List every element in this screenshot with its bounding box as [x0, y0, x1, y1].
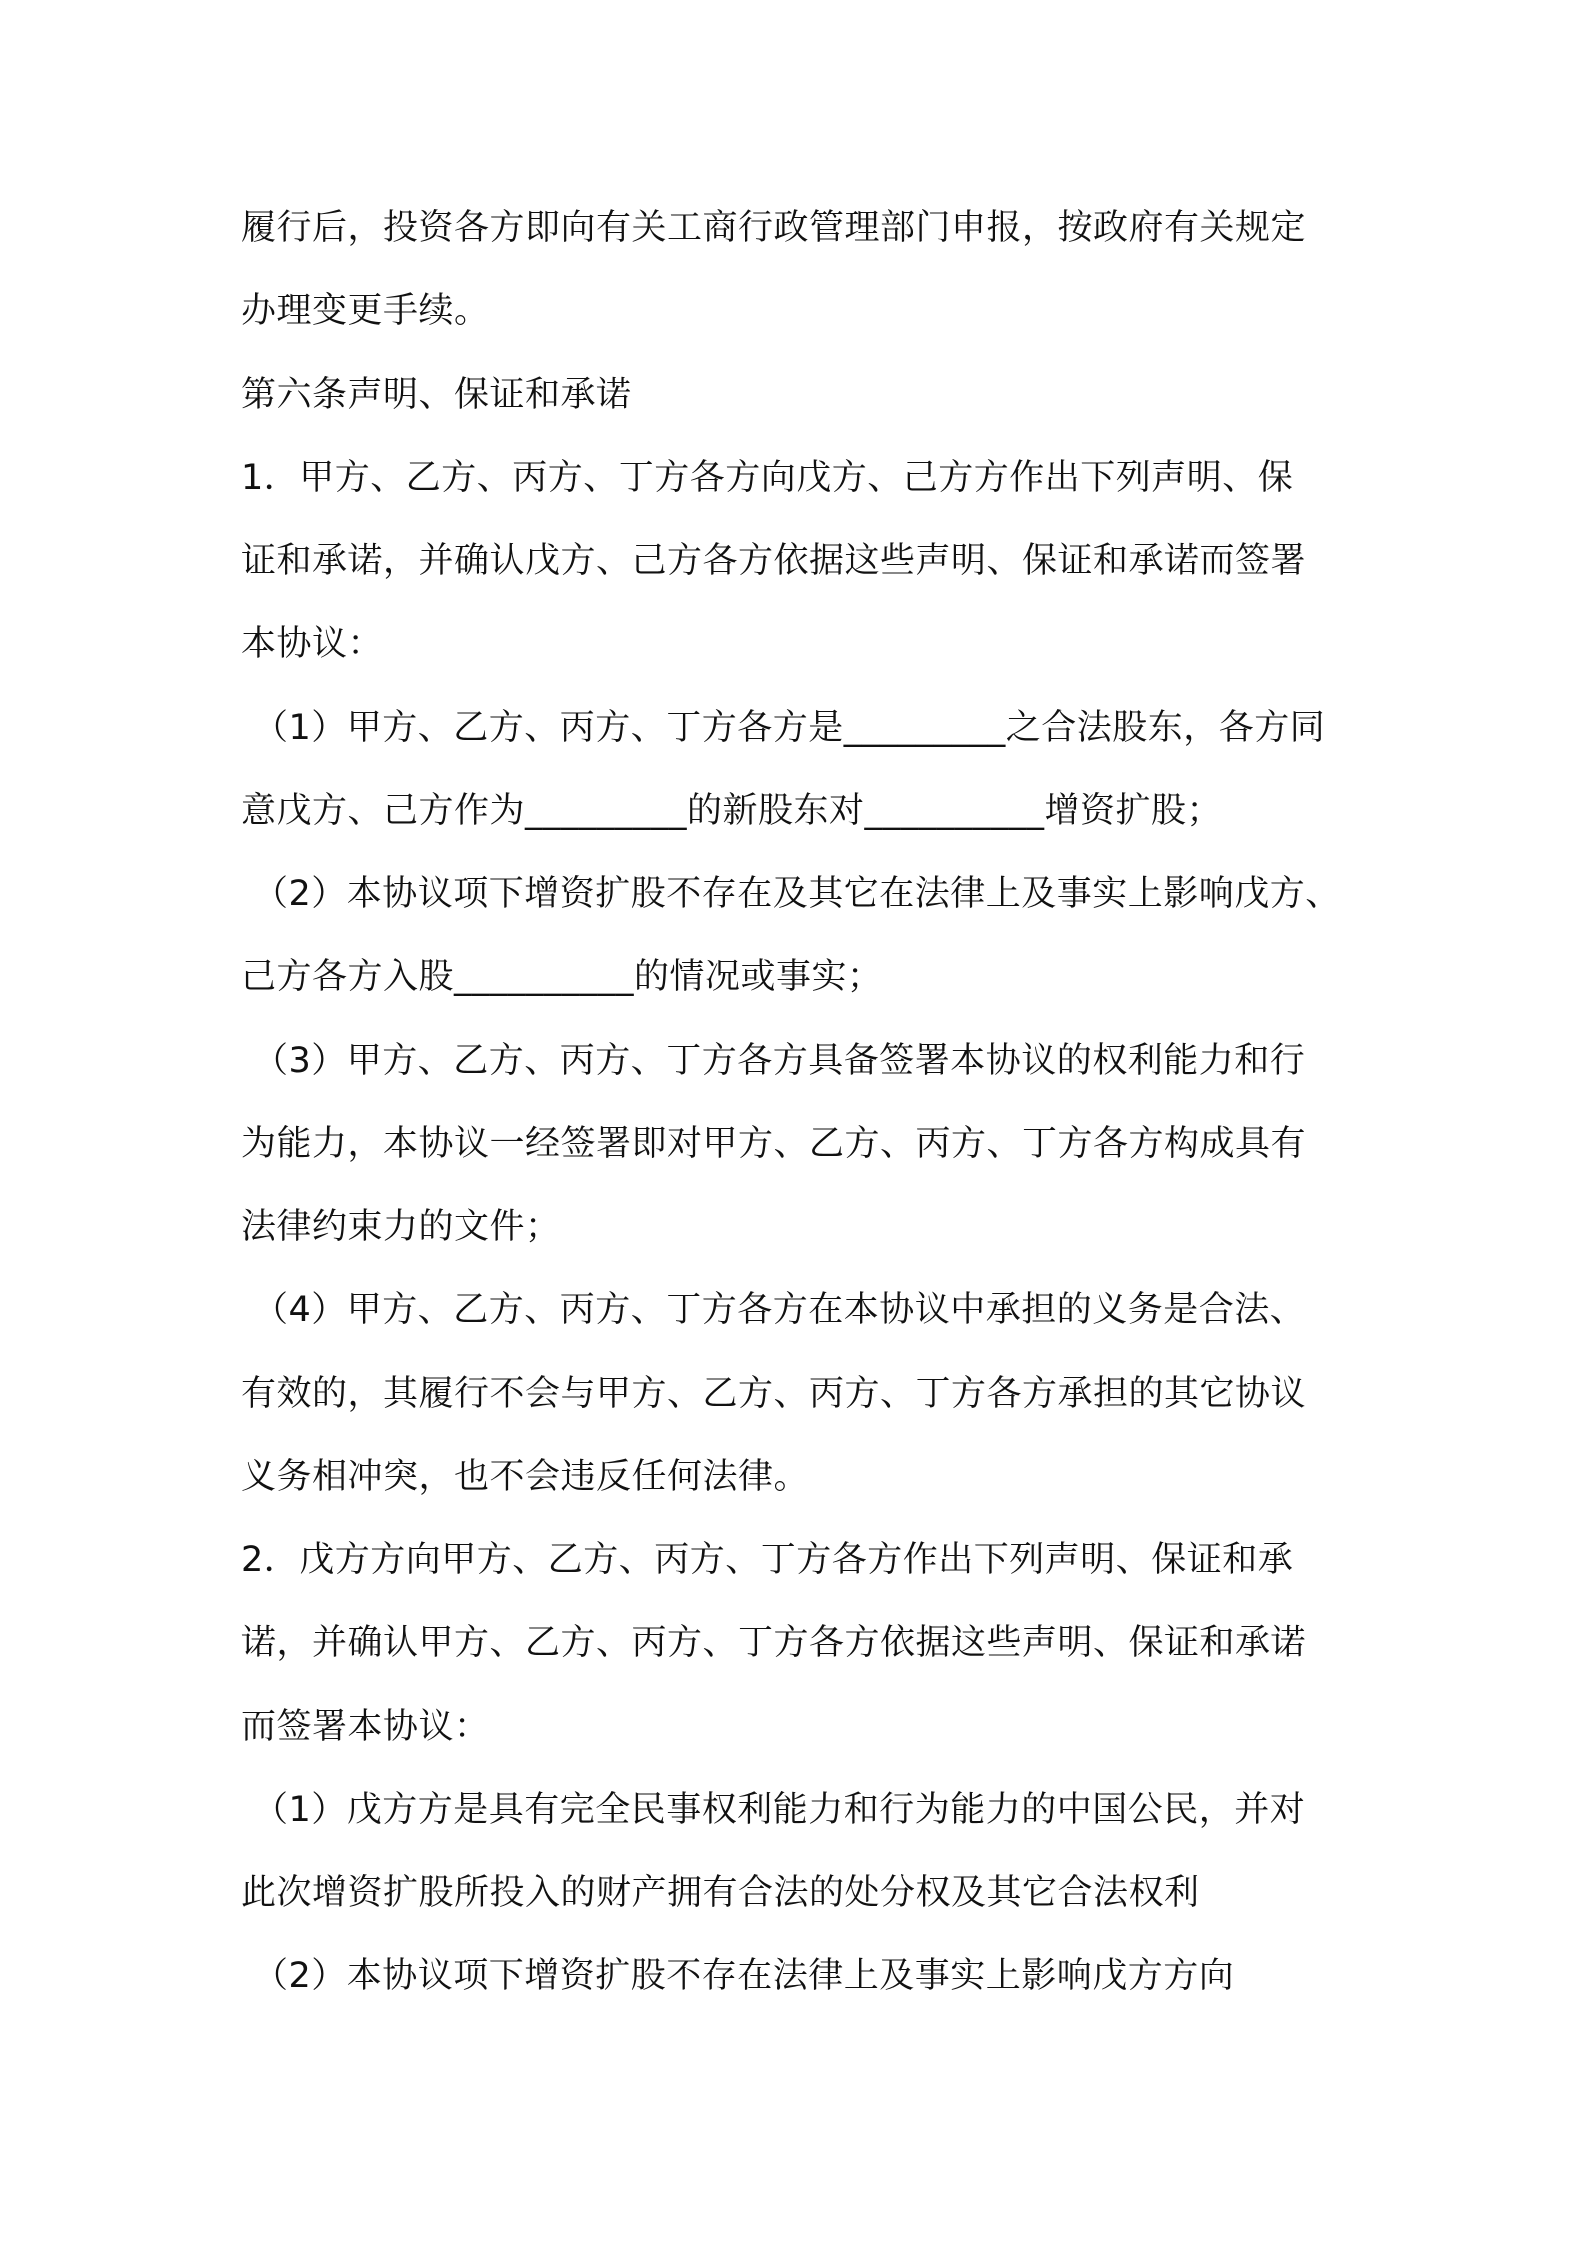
- text-line: 为能力，本协议一经签署即对甲方、乙方、丙方、丁方各方构成具有: [241, 1124, 1307, 1164]
- text-line: 证和承诺，并确认戊方、己方各方依据这些声明、保证和承诺而签署: [241, 541, 1307, 581]
- text-line: 义务相冲突，也不会违反任何法律。: [241, 1457, 810, 1497]
- text-line: 法律约束力的文件；: [241, 1207, 561, 1247]
- text-line: （4）甲方、乙方、丙方、丁方各方在本协议中承担的义务是合法、: [253, 1290, 1306, 1330]
- text-line: 有效的，其履行不会与甲方、乙方、丙方、丁方各方承担的其它协议: [241, 1374, 1307, 1414]
- text-line: （3）甲方、乙方、丙方、丁方各方具备签署本协议的权利能力和行: [253, 1041, 1306, 1081]
- text-line: 己方各方入股__________的情况或事实；: [241, 957, 883, 997]
- text-line: 履行后，投资各方即向有关工商行政管理部门申报，按政府有关规定: [241, 208, 1307, 248]
- text-line: 本协议：: [241, 624, 384, 664]
- text-line: 办理变更手续。: [241, 291, 490, 331]
- text-line: （1）甲方、乙方、丙方、丁方各方是_________之合法股东，各方同: [253, 708, 1326, 748]
- text-line: 1．甲方、乙方、丙方、丁方各方向戊方、己方方作出下列声明、保: [241, 458, 1294, 498]
- section-heading: 第六条声明、保证和承诺: [241, 375, 632, 415]
- text-line: 诺，并确认甲方、乙方、丙方、丁方各方依据这些声明、保证和承诺: [241, 1623, 1307, 1663]
- text-line: 2．戊方方向甲方、乙方、丙方、丁方各方作出下列声明、保证和承: [241, 1540, 1294, 1580]
- text-line: 而签署本协议：: [241, 1707, 490, 1747]
- text-line: （2）本协议项下增资扩股不存在及其它在法律上及事实上影响戊方、: [253, 874, 1341, 914]
- text-line: （1）戊方方是具有完全民事权利能力和行为能力的中国公民，并对: [253, 1790, 1306, 1830]
- text-line: （2）本协议项下增资扩股不存在法律上及事实上影响戊方方向: [253, 1956, 1235, 1996]
- text-line: 意戊方、己方作为_________的新股东对__________增资扩股；: [241, 791, 1223, 831]
- text-line: 此次增资扩股所投入的财产拥有合法的处分权及其它合法权利: [241, 1873, 1200, 1913]
